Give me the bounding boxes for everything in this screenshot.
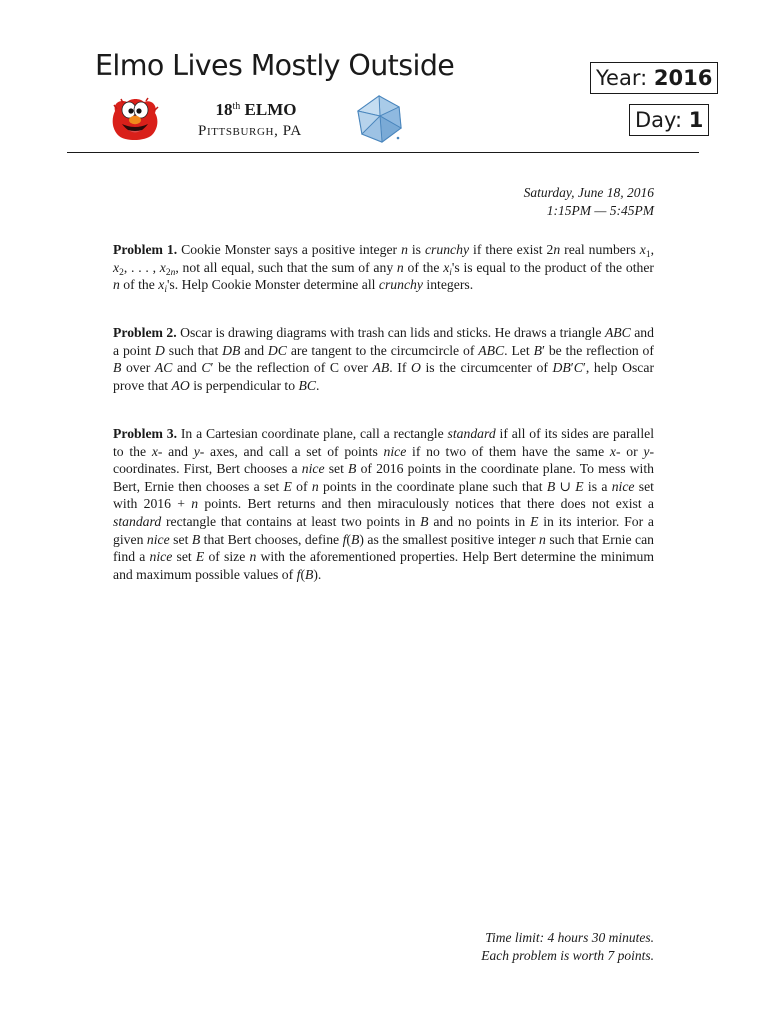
exam-footer [481, 929, 654, 964]
problem-2-title: Problem 2. [113, 325, 177, 340]
competition-name: 18th ELMO [215, 100, 297, 119]
exam-date: Saturday, June 18, 2016 [523, 185, 654, 200]
problem-1 [113, 241, 654, 294]
year-label: Year: [596, 66, 648, 90]
problem-3-text: In a Cartesian coordinate plane, call a rectangle standard if all of its sides are parallel to the x- and y- axes, and call a set of points nice if no two of them have the same x- or y- coordinates. First, Bert chooses a nice set B of 2016 points in the coordinate plane. To mess with Bert, Ernie then chooses a set E of n points in the coordinate plane such that B ∪ E is a nice set with 2016 + n points. Bert returns and then miraculously notices that there does not exist a standard rectangle that contains at least two points in B and no points in E in its interior. For a given nice set B that Bert chooses, define f(B) as the smallest positive integer n such that Ernie can find a nice set E of size n with the aforementioned properties. Help Bert determine the minimum and maximum possible values of f(B). [113, 426, 655, 582]
day-label: Day: [635, 108, 683, 132]
problem-3-title: Problem 3. [113, 426, 178, 441]
exam-time: 1:15PM — 5:45PM [546, 203, 654, 218]
problem-1-title: Problem 1. [113, 242, 178, 257]
year-box [590, 62, 718, 94]
problem-2 [113, 324, 654, 394]
competition-location: Pittsburgh, PA [198, 123, 302, 139]
points-note: Each problem is worth 7 points. [481, 947, 654, 963]
exam-title: Elmo Lives Mostly Outside [95, 49, 455, 82]
problem-1-text: Cookie Monster says a positive integer n is crunchy if there exist 2n real numbers $x_1$, $x_2$, . . . , $x_{2n}$, not all equal, such that the sum of any n of the $x_i's$ is equal to the product of the other n of the $x_i's$. Help Cookie Monster determine all crunchy integers. [113, 242, 654, 296]
schedule-block [524, 184, 654, 220]
day-value: 1 [688, 108, 704, 132]
year-value: 2016 [653, 66, 713, 90]
icosahedron-logo [354, 94, 404, 144]
problem-2-text: Oscar is drawing diagrams with trash can lids and sticks. He draws a triangle ABC and a point D such that DB and DC are tangent to the circumcircle of ABC. Let B′ be the reflection of B over AC and C′ be the reflection of C over AB. If O is the circumcenter of DB′C′, help Oscar prove that AO is perpendicular to BC. [113, 325, 655, 393]
problem-3 [113, 425, 654, 583]
time-limit: Time limit: 4 hours 30 minutes. [485, 930, 654, 945]
elmo-face-logo [110, 97, 160, 142]
day-box [629, 104, 709, 136]
header-divider [67, 152, 699, 153]
